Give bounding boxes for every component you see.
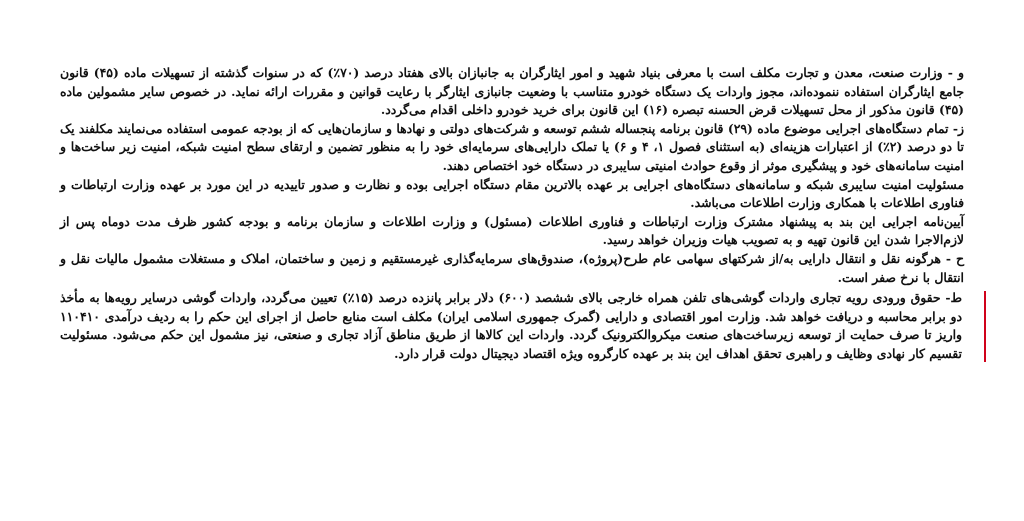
paragraph-he: ح - هرگونه نقل و انتقال دارایی به/از شرکتهای سهامی عام طرح(پروژه)، صندوق‌های سرمایه‌گذاری غیرمستقیم و زمین و ساختمان، املاک و مستغلات مشمول مالیات نقل و انتقال با نرخ صفر است. bbox=[60, 250, 964, 285]
paragraph-ta: ط- حقوق ورودی رویه تجاری واردات گوشی‌های تلفن همراه خارجی بالای ششصد (۶۰۰) دلار برابر پانزده درصد (۱۵٪) تعیین می‌گردد، واردات گوشی درسایر رویه‌ها به مأخذ دو برابر محاسبه و دریافت خواهد شد. وزارت امور اقتصادی و دارایی (گمرک جمهوری اسلامی ایران) مکلف است منابع حاصل از اجرای این حکم را به ردیف درآمدی ۱۱۰۴۱۰ واریز تا صرف حمایت از توسعه زیرساخت‌های صنعت میکروالکترونیک گردد. واردات این کالاها از طریق مناطق آزاد تجاری و صنعتی، نیز مشمول این حکم می‌شود. مسئولیت تقسیم کار نهادی وظایف و راهبری تحقق اهداف این بند بر عهده کارگروه ویژه اقتصاد دیجیتال دولت قرار دارد. bbox=[60, 290, 963, 361]
document-body bbox=[60, 64, 964, 364]
highlight-marker-bar bbox=[984, 291, 986, 361]
highlighted-section bbox=[60, 289, 964, 363]
paragraph-ze: ز- تمام دستگاه‌های اجرایی موضوع ماده (۲۹) قانون برنامه پنجساله ششم توسعه و شرکت‌های دولتی و نهادها و سازمان‌هایی که از بودجه عمومی استفاده می‌نمایند مکلفند یک تا دو درصد (۲٪) از اعتبارات هزینه‌ای (به استثنای فصول ۱، ۴ و ۶) یا تملک دارایی‌های سرمایه‌ای خود را به منظور تضمین و ارتقای سطح امنیت شبکه، امنیت زیر ساخت‌ها و امنیت سامانه‌های خود و پیشگیری موثر از وقوع حوادث امنیتی سایبری در دستگاه خود اختصاص دهند. bbox=[60, 120, 964, 173]
paragraph-vav: و - وزارت صنعت، معدن و تجارت مکلف است با معرفی بنیاد شهید و امور ایثارگران به جانبازان بالای هفتاد درصد (۷۰٪) که در سنوات گذشته از تسهیلات ماده (۴۵) قانون جامع ایثارگران استفاده ننموده‌اند، مجوز واردات یک دستگاه خودرو متناسب با وضعیت جانبازی ایثارگر با رعایت قوانین و مقررات ارائه نماید. در خصوص سایر مشمولین ماده (۴۵) قانون مذکور از محل تسهیلات قرض الحسنه تبصره (۱۶) این قانون برای خرید خودرو داخلی اقدام می‌گردد. bbox=[60, 65, 964, 118]
paragraph-cyber-responsibility: مسئولیت امنیت سایبری شبکه و سامانه‌های دستگاه‌های اجرایی بر عهده بالاترین مقام دستگاه اجرایی بوده و نظارت و صدور تاییدیه در این مورد بر عهده وزارت ارتباطات و فناوری اطلاعات با همکاری وزارت اطلاعات می‌باشد. bbox=[60, 176, 964, 211]
paragraph-bylaw: آیین‌نامه اجرایی این بند به پیشنهاد مشترک وزارت ارتباطات و فناوری اطلاعات (مسئول) و وزارت اطلاعات و سازمان برنامه و بودجه کشور ظرف مدت دوماه پس از لازم‌الاجرا شدن این قانون تهیه و به تصویب هیات وزیران خواهد رسید. bbox=[60, 213, 964, 248]
